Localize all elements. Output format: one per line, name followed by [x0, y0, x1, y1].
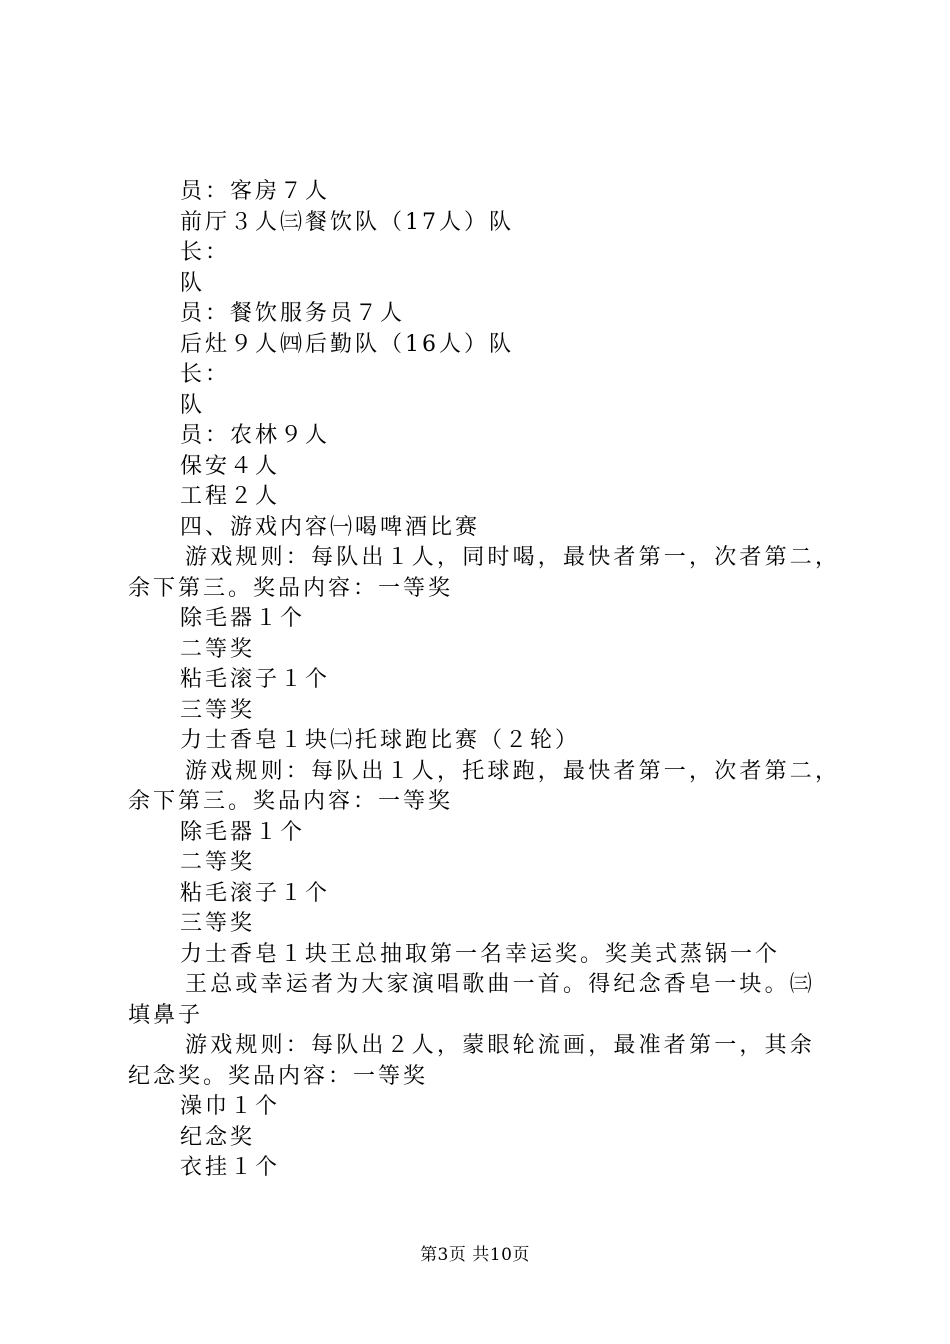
- section-heading: 四、游戏内容㈠喝啤酒比赛: [180, 514, 481, 540]
- paragraph-line: 余下第三。奖品内容：一等奖: [128, 575, 454, 601]
- text-line: 力士香皂１块㈡托球跑比赛（２轮）: [180, 728, 581, 753]
- paragraph-line: 游戏规则：每队出２人，蒙眼轮流画，最准者第一，其余: [185, 1033, 816, 1058]
- text-line: 二等奖: [180, 636, 256, 662]
- document-body: [128, 177, 848, 1184]
- text-line: 员：农林９人: [180, 423, 331, 448]
- paragraph-line: 游戏规则：每队出１人，同时喝，最快者第一，次者第二，: [185, 545, 841, 570]
- text-line: 长：: [180, 240, 231, 265]
- text-line: 保安４人: [180, 453, 281, 479]
- text-line: 后灶９人㈣后勤队（16人）队: [180, 331, 514, 357]
- text-line: 力士香皂１块王总抽取第一名幸运奖。奖美式蒸锅一个: [180, 941, 781, 967]
- text-line: 二等奖: [180, 850, 256, 875]
- text-line: 衣挂１个: [180, 1155, 281, 1180]
- text-line: 澡巾１个: [180, 1094, 281, 1119]
- text-line: 除毛器１个: [180, 819, 306, 845]
- text-line: 三等奖: [180, 697, 256, 723]
- text-line: 队: [180, 270, 206, 296]
- text-line: 纪念奖: [180, 1124, 256, 1150]
- paragraph-line: 纪念奖。奖品内容：一等奖: [128, 1063, 429, 1089]
- paragraph-line: 填鼻子: [128, 1002, 204, 1028]
- paragraph-line: 王总或幸运者为大家演唱歌曲一首。得纪念香皂一块。㈢: [185, 972, 816, 997]
- paragraph-line: 余下第三。奖品内容：一等奖: [128, 789, 454, 814]
- text-line: 三等奖: [180, 911, 256, 936]
- text-line: 员：餐饮服务员７人: [180, 301, 406, 326]
- text-line: 除毛器１个: [180, 606, 306, 631]
- text-line: 前厅３人㈢餐饮队（17人）队: [180, 209, 514, 235]
- text-line: 粘毛滚子１个: [180, 880, 331, 906]
- text-line: 员：客房７人: [180, 179, 331, 204]
- text-line: 工程２人: [180, 484, 281, 509]
- paragraph-line: 游戏规则：每队出１人，托球跑，最快者第一，次者第二，: [185, 758, 841, 784]
- text-line: 粘毛滚子１个: [180, 667, 331, 692]
- page-footer: 第3页 共10页: [420, 1245, 530, 1265]
- text-line: 队: [180, 392, 206, 418]
- text-line: 长：: [180, 362, 231, 387]
